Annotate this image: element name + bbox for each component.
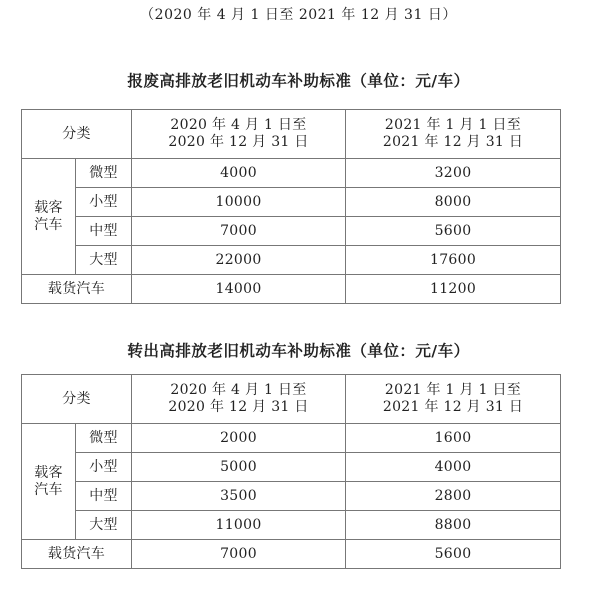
row-label: 中型 <box>76 217 132 246</box>
cell-value: 8000 <box>346 188 561 217</box>
truck-label: 载货汽车 <box>22 540 132 569</box>
cell-value: 3200 <box>346 159 561 188</box>
period-note: （2020 年 4 月 1 日至 2021 年 12 月 31 日） <box>140 7 457 23</box>
cell-value: 1600 <box>346 424 561 453</box>
table-row <box>22 482 561 511</box>
cell-value: 8800 <box>346 511 561 540</box>
transfer-table-title: 转出高排放老旧机动车补助标准（单位：元/车） <box>127 342 470 360</box>
table-header-row <box>22 375 561 424</box>
row-label: 大型 <box>76 511 132 540</box>
table-header-row <box>22 110 561 159</box>
row-label: 小型 <box>76 453 132 482</box>
period-2021-header: 2021 年 1 月 1 日至 2021 年 12 月 31 日 <box>346 375 561 424</box>
cell-value: 11000 <box>132 511 346 540</box>
row-label: 小型 <box>76 188 132 217</box>
scrap-subsidy-table <box>21 109 561 304</box>
cell-value: 7000 <box>132 217 346 246</box>
table-row-truck <box>22 275 561 304</box>
period-2020-header: 2020 年 4 月 1 日至 2020 年 12 月 31 日 <box>132 110 346 159</box>
passenger-car-group: 载客 汽车 <box>22 159 76 275</box>
table-row <box>22 217 561 246</box>
cell-value: 10000 <box>132 188 346 217</box>
cell-value: 4000 <box>132 159 346 188</box>
table-row-truck <box>22 540 561 569</box>
period-2021-header: 2021 年 1 月 1 日至 2021 年 12 月 31 日 <box>346 110 561 159</box>
cell-value: 5600 <box>346 540 561 569</box>
category-header: 分类 <box>22 110 132 159</box>
cell-value: 11200 <box>346 275 561 304</box>
table-row <box>22 424 561 453</box>
table-row <box>22 159 561 188</box>
category-header: 分类 <box>22 375 132 424</box>
cell-value: 3500 <box>132 482 346 511</box>
cell-value: 4000 <box>346 453 561 482</box>
cell-value: 5000 <box>132 453 346 482</box>
truck-label: 载货汽车 <box>22 275 132 304</box>
cell-value: 2800 <box>346 482 561 511</box>
scrap-table-title: 报废高排放老旧机动车补助标准（单位：元/车） <box>127 72 470 90</box>
row-label: 中型 <box>76 482 132 511</box>
cell-value: 17600 <box>346 246 561 275</box>
cell-value: 2000 <box>132 424 346 453</box>
cell-value: 14000 <box>132 275 346 304</box>
transfer-subsidy-table <box>21 374 561 569</box>
table-row <box>22 246 561 275</box>
cell-value: 7000 <box>132 540 346 569</box>
table-row <box>22 511 561 540</box>
table-row <box>22 188 561 217</box>
row-label: 微型 <box>76 159 132 188</box>
cell-value: 22000 <box>132 246 346 275</box>
passenger-car-group: 载客 汽车 <box>22 424 76 540</box>
period-2020-header: 2020 年 4 月 1 日至 2020 年 12 月 31 日 <box>132 375 346 424</box>
table-row <box>22 453 561 482</box>
cell-value: 5600 <box>346 217 561 246</box>
row-label: 微型 <box>76 424 132 453</box>
row-label: 大型 <box>76 246 132 275</box>
